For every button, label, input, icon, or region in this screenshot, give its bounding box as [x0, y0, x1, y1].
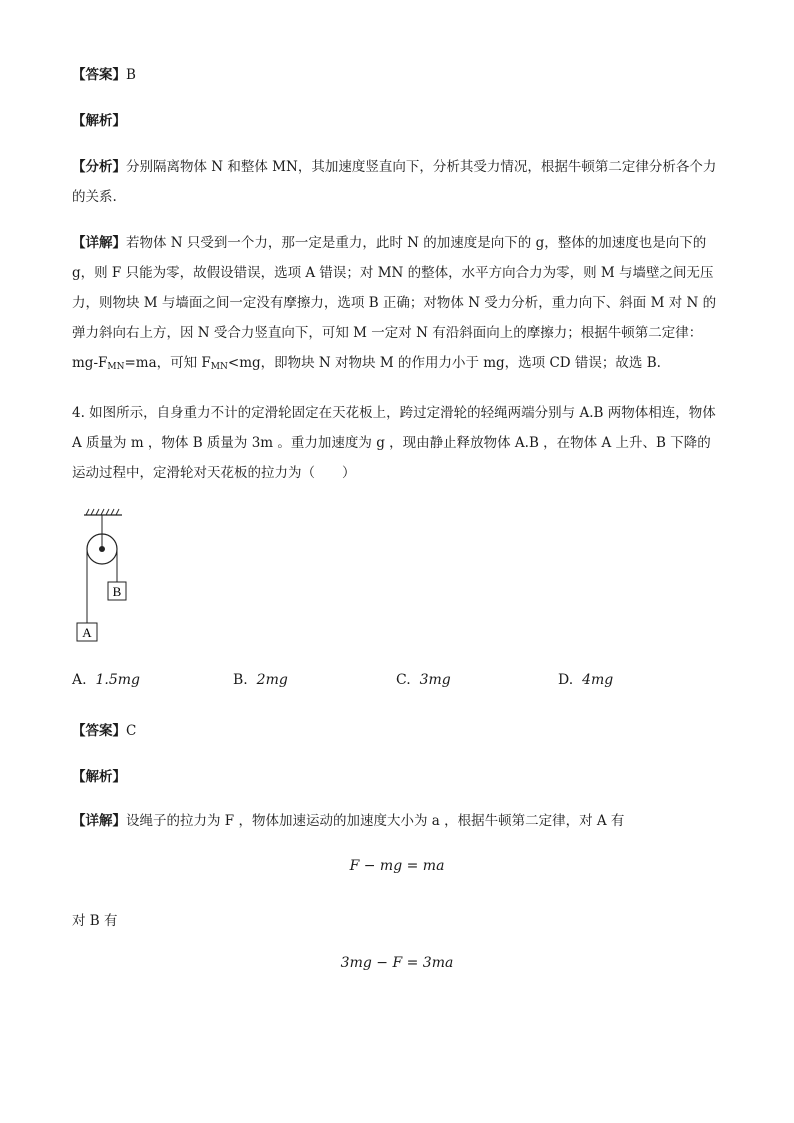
question-4: [72, 398, 722, 488]
fenxi-label: 【分析】: [72, 159, 126, 175]
option-key: A.: [72, 672, 87, 688]
option-value: 3mg: [419, 672, 451, 688]
detail-paragraph-2: [72, 806, 722, 836]
option-a: [72, 672, 140, 688]
option-value: 2mg: [256, 672, 288, 688]
answer-value: B: [126, 67, 136, 83]
fenxi-paragraph: [72, 152, 722, 212]
analysis-heading-2: [72, 762, 722, 792]
fenxi-text: 分别隔离物体 N 和整体 MN，其加速度竖直向下，分析其受力情况，根据牛顿第二定律分析各个力的关系.: [72, 159, 717, 205]
option-b: [233, 672, 288, 688]
detail-text: 设绳子的拉力为 F ，物体加速运动的加速度大小为 a ，根据牛顿第二定律，对 A 有: [126, 813, 625, 829]
option-key: D.: [558, 672, 574, 688]
analysis-label: 【解析】: [72, 113, 126, 129]
subscript-mn: MN: [107, 362, 125, 372]
option-value: 1.5mg: [95, 672, 140, 688]
pulley-axle: [99, 546, 105, 552]
detail-label: 【详解】: [72, 235, 126, 251]
answer-value: C: [126, 723, 137, 739]
detail-text-2: =ma，可知 F: [124, 355, 211, 371]
subscript-mn-2: MN: [210, 362, 228, 372]
option-c: [396, 672, 451, 688]
option-d: [558, 672, 613, 688]
for-b-line: 对 B 有: [72, 913, 118, 929]
answer-label: 【答案】: [72, 67, 126, 83]
detail-paragraph-1: [72, 228, 722, 382]
analysis-label: 【解析】: [72, 769, 126, 785]
detail-text: 若物体 N 只受到一个力，那一定是重力，此时 N 的加速度是向下的 g，整体的加速度也是向下的 g，则 F 只能为零，故假设错误，选项 A 错误；对 MN 的整体，水平方向合力为零，则 M 与墙壁之间无压力，则物块 M 与墙面之间一定没有摩擦力，选项 B 正确；对物体 N 受力分析，重力向下、斜面 M 对 N 的弹力斜向右上方，因 N 受合力竖直向下，可知 M 一定对 N 有沿斜面向上的摩擦力；根据牛顿第二定律：mg-F: [72, 235, 717, 371]
option-key: C.: [396, 672, 411, 688]
answer-line-2: [72, 716, 722, 746]
answer-line-1: [72, 60, 722, 90]
analysis-heading-1: [72, 106, 722, 136]
detail-text-3: <mg，即物块 N 对物块 M 的作用力小于 mg，选项 CD 错误；故选 B.: [227, 355, 661, 371]
question-4-text: 4. 如图所示，自身重力不计的定滑轮固定在天花板上，跨过定滑轮的轻绳两端分别与 A.B 两物体相连，物体 A 质量为 m ，物体 B 质量为 3m 。重力加速度为 g ，现由静止释放物体 A.B ，在物体 A 上升、B 下降的运动过程中，定滑轮对天花板的拉力为（ ）: [72, 405, 716, 481]
pulley-figure: [70, 505, 140, 645]
block-b-label: B: [112, 584, 122, 599]
equation-2: 3mg − F = 3ma: [340, 955, 454, 971]
option-value: 4mg: [582, 672, 614, 688]
equation-1: F − mg = ma: [349, 858, 445, 874]
answer-label: 【答案】: [72, 723, 126, 739]
ceiling-hatch: [84, 509, 122, 515]
block-a-label: A: [82, 625, 92, 640]
option-key: B.: [233, 672, 248, 688]
detail-label: 【详解】: [72, 813, 126, 829]
